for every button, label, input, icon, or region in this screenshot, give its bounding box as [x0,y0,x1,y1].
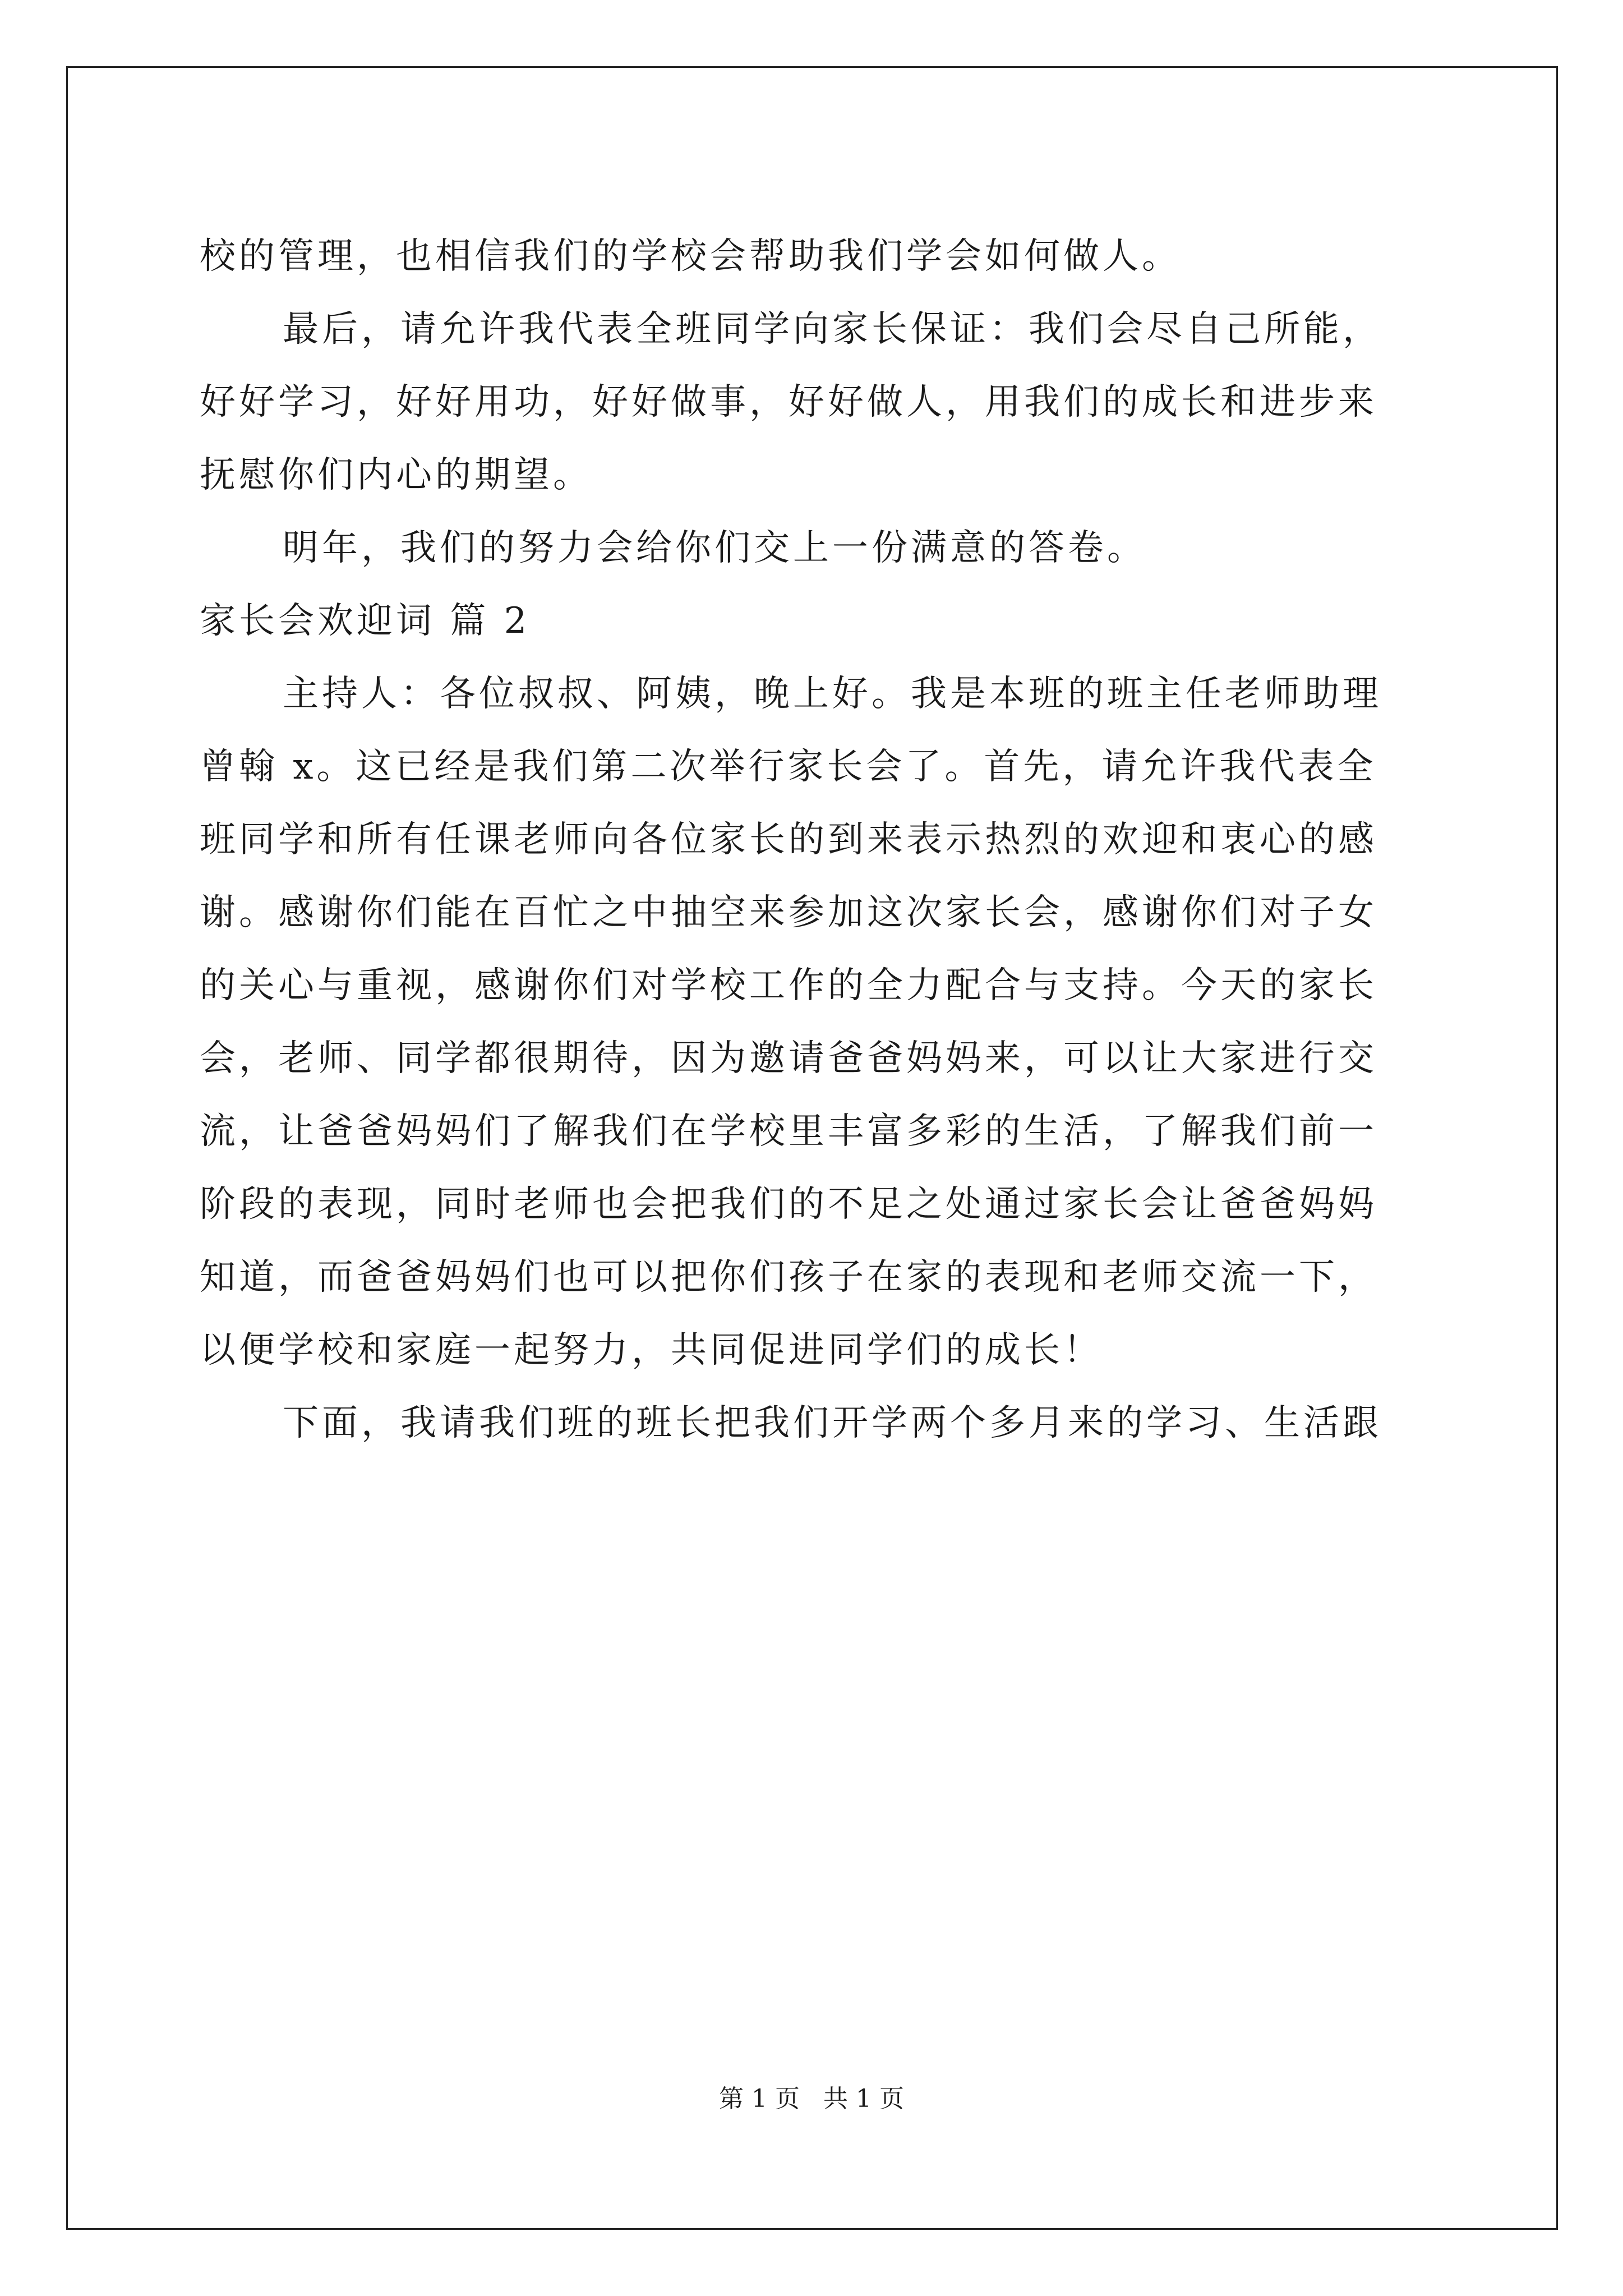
paragraph-line: 最后，请允许我代表全班同学向家长保证：我们会尽自己所能， [283,309,1382,350]
page-number-footer: 第 1 页 共 1 页 [719,2085,904,2113]
paragraph-line: 校的管理，也相信我们的学校会帮助我们学会如何做人。 [200,236,1181,277]
paragraph-line: 阶段的表现，同时老师也会把我们的不足之处通过家长会让爸爸妈妈 [200,1184,1377,1225]
paragraph-line: 以便学校和家庭一起努力，共同促进同学们的成长！ [200,1329,1103,1371]
paragraph-line: 抚慰你们内心的期望。 [200,454,592,496]
paragraph-line: 流，让爸爸妈妈们了解我们在学校里丰富多彩的生活，了解我们前一 [200,1111,1377,1152]
paragraph-line: 班同学和所有任课老师向各位家长的到来表示热烈的欢迎和衷心的感 [200,819,1377,861]
paragraph-line: 曾翰 x。这已经是我们第二次举行家长会了。首先，请允许我代表全 [200,746,1377,788]
paragraph-line: 主持人：各位叔叔、阿姨，晚上好。我是本班的班主任老师助理 [283,673,1382,715]
paragraph-line: 会，老师、同学都很期待，因为邀请爸爸妈妈来，可以让大家进行交 [200,1038,1377,1079]
paragraph-line: 谢。感谢你们能在百忙之中抽空来参加这次家长会，感谢你们对子女 [200,892,1377,933]
paragraph-line: 下面，我请我们班的班长把我们开学两个多月来的学习、生活跟 [283,1402,1382,1444]
paragraph-line: 知道，而爸爸妈妈们也可以把你们孩子在家的表现和老师交流一下， [200,1257,1377,1298]
document-body [200,220,1433,1460]
section-heading: 家长会欢迎词 篇 2 [200,600,531,642]
paragraph-line: 明年，我们的努力会给你们交上一份满意的答卷。 [283,527,1146,569]
paragraph-line: 的关心与重视，感谢你们对学校工作的全力配合与支持。今天的家长 [200,965,1377,1006]
paragraph-line: 好好学习，好好用功，好好做事，好好做人，用我们的成长和进步来 [200,381,1377,423]
